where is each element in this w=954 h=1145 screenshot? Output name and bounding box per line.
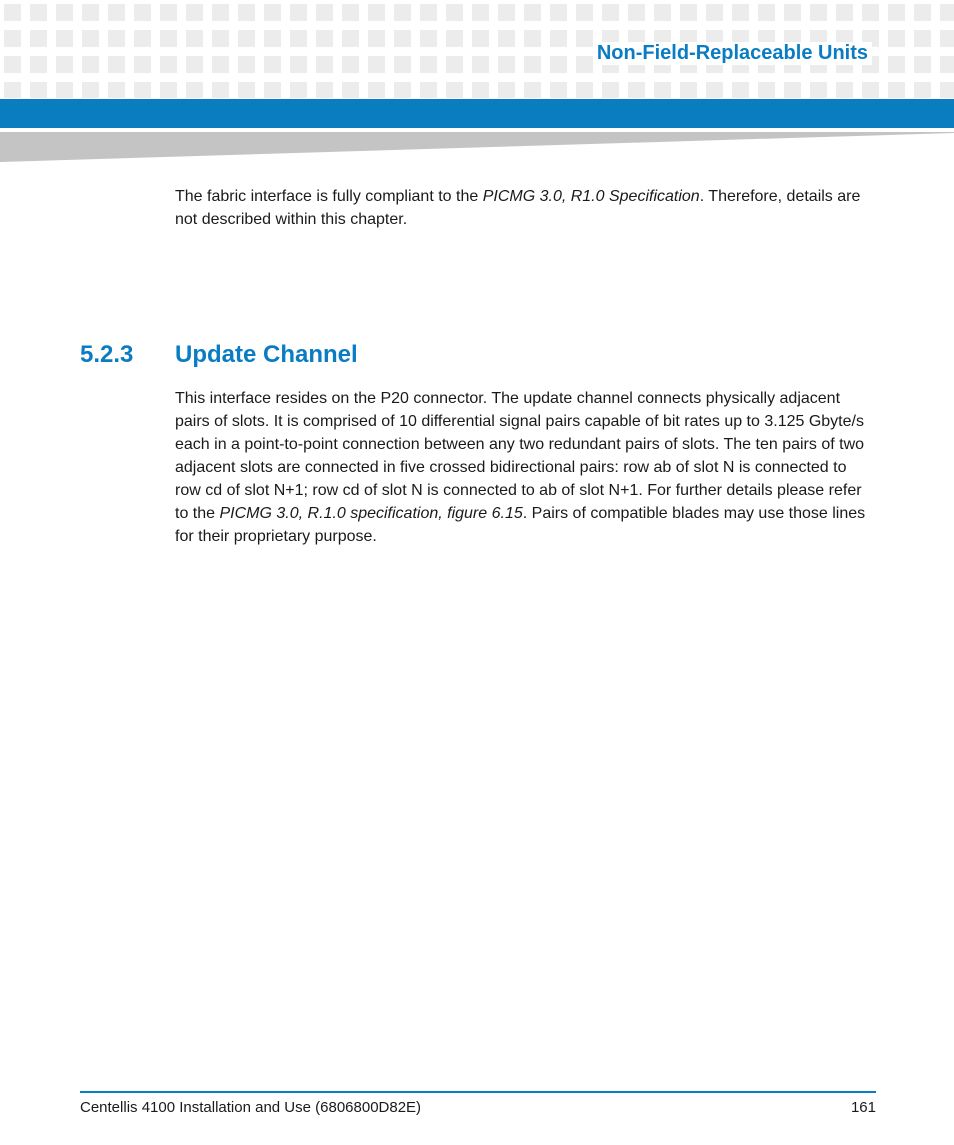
section-title: Update Channel xyxy=(175,341,358,368)
footer-rule xyxy=(80,1091,876,1093)
header-grey-wedge xyxy=(0,132,954,164)
running-header-title: Non-Field-Replaceable Units xyxy=(593,42,872,65)
section-heading xyxy=(80,341,358,369)
footer-page-number: 161 xyxy=(850,1099,876,1116)
section-paragraph: This interface resides on the P20 connector. The update channel connects physically adjacent pairs of slots. It is comprised of 10 differential signal pairs capable of bit rates up to 3.125 Gbyte/s each in a point-to-point connection between any two redundant pairs of slots. The ten pairs of two adjacent slots are connected in five crossed bidirectional pairs: row ab of slot N is connected to row cd of slot N+1; row cd of slot N is connected to ab of slot N+1. For further details please refer to the PICMG 3.0, R.1.0 specification, figure 6.15. Pairs of compatible blades may use those lines for their proprietary purpose. xyxy=(175,390,866,545)
footer-document-title: Centellis 4100 Installation and Use (6806800D82E) xyxy=(80,1099,422,1116)
intro-paragraph: The fabric interface is fully compliant to the PICMG 3.0, R1.0 Specification. Therefore, details are not described within this chapter. xyxy=(175,188,861,228)
header-blue-bar xyxy=(0,99,954,128)
section-number: 5.2.3 xyxy=(80,341,134,368)
spec-reference: PICMG 3.0, R1.0 Specification xyxy=(482,188,700,205)
spec-reference: PICMG 3.0, R.1.0 specification, figure 6.15 xyxy=(219,505,523,522)
